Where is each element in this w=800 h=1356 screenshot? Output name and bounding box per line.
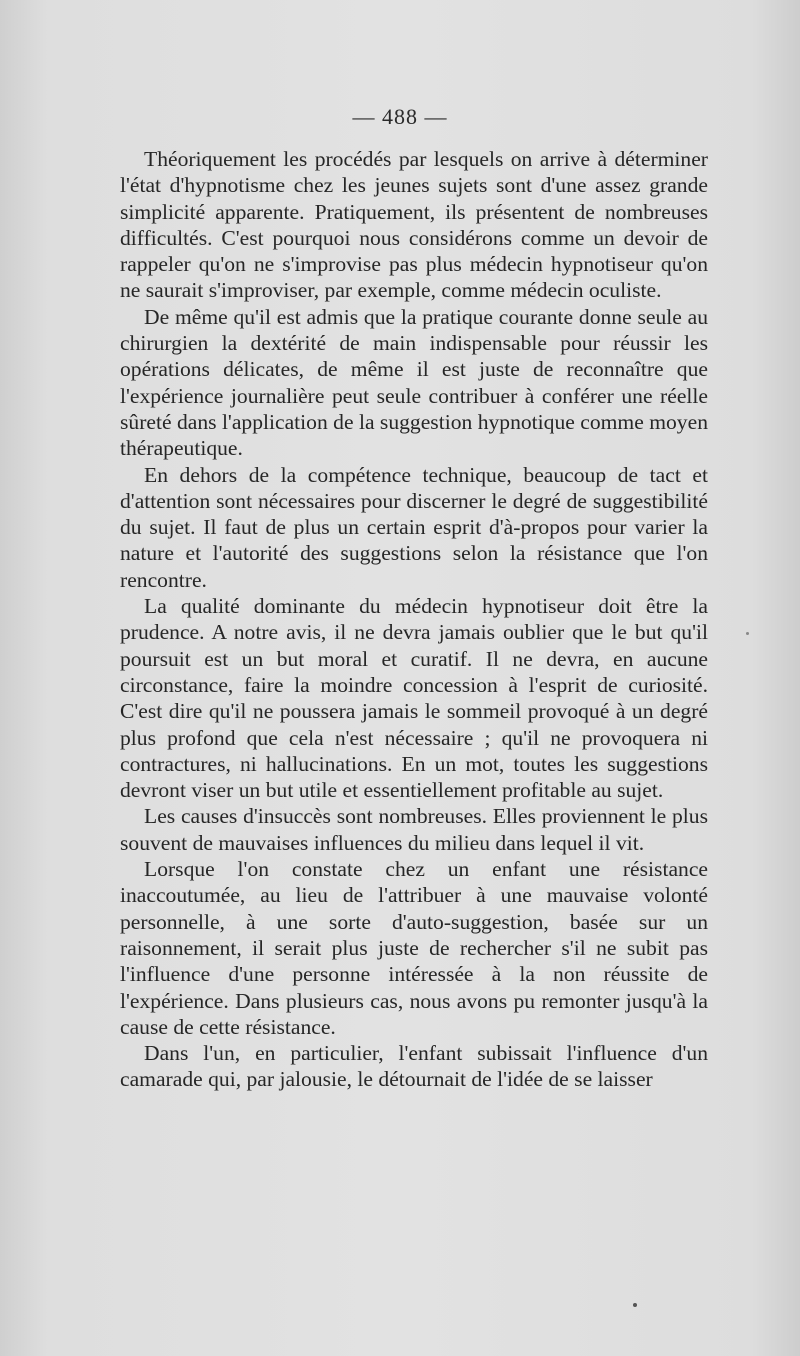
paragraph-4: La qualité dominante du médecin hypnotiseur doit être la prudence. A notre avis, il ne devra jamais oublier que le but qu'il poursuit est un but moral et curatif. Il ne devra, en aucune circonstance, faire la moindre concession à l'esprit de curiosité. C'est dire qu'il ne poussera jamais le sommeil provoqué à un degré plus profond que cela n'est nécessaire ; qu'il ne provoquera ni contractures, ni hallucinations. En un mot, toutes les suggestions devront viser un but utile et essentiellement profitable au sujet. [120,594,708,803]
paragraph-2: De même qu'il est admis que la pratique courante donne seule au chirurgien la dextérité de main indispensable pour réussir les opérations délicates, de même il est juste de reconnaître que l'expérience journalière peut seule contribuer à conférer une réelle sûreté dans l'application de la suggestion hypnotique comme moyen thérapeutique. [120,304,708,461]
page-number: — 488 — [352,104,448,129]
paragraph-6: Lorsque l'on constate chez un enfant une résistance inaccoutumée, au lieu de l'attribuer à une mauvaise volonté personnelle, à une sorte d'auto-suggestion, basée sur un raisonnement, il serait plus juste de rechercher s'il ne subit pas l'influence d'une personne intéressée à la non réussite de l'expérience. Dans plusieurs cas, nous avons pu remonter jusqu'à la cause de cette résistance. [120,857,708,1039]
paragraph-7: Dans l'un, en particulier, l'enfant subissait l'influence d'un camarade qui, par jalousie, le détournait de l'idée de se laisser [120,1041,708,1092]
paragraph-3: En dehors de la compétence technique, beaucoup de tact et d'attention sont nécessaires pour discerner le degré de suggestibilité du sujet. Il faut de plus un certain esprit d'à-propos pour varier la nature et l'autorité des suggestions selon la résistance que l'on rencontre. [120,462,708,592]
body-text [120,146,708,1093]
paper-speck [633,1303,637,1307]
paper-speck [746,632,749,635]
paragraph-1: Théoriquement les procédés par lesquels on arrive à déterminer l'état d'hypnotisme chez les jeunes sujets sont d'une assez grande simplicité apparente. Pratiquement, ils présentent de nombreuses difficultés. C'est pourquoi nous considérons comme un devoir de rappeler qu'on ne s'improvise pas plus médecin hypnotiseur qu'on ne saurait s'improviser, par exemple, comme médecin oculiste. [120,147,708,303]
paragraph-5: Les causes d'insuccès sont nombreuses. Elles proviennent le plus souvent de mauvaises influences du milieu dans lequel il vit. [120,804,708,855]
